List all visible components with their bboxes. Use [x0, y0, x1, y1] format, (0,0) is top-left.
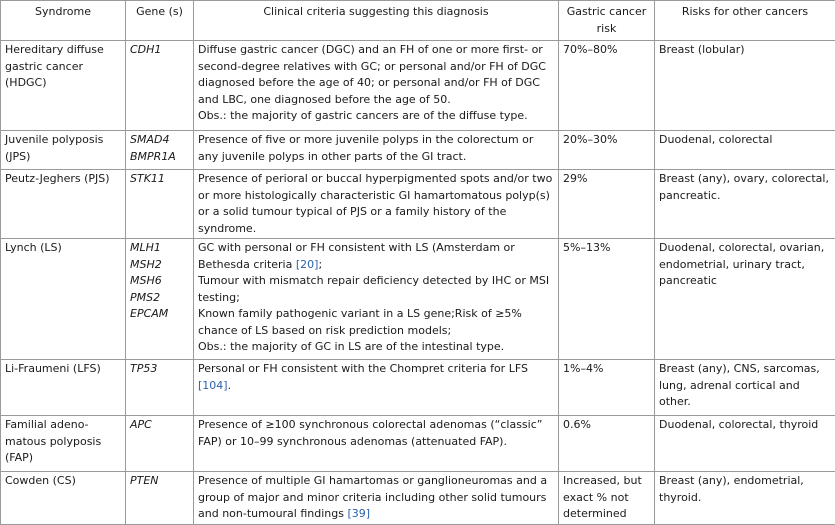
criteria-text-part: GC with personal or FH consistent with LS (Amsterdam or Bethesda criteria: [198, 241, 515, 271]
other-cancers-cell: Duodenal, colorectal, thyroid: [655, 416, 835, 472]
risk-cell: 0.6%: [559, 416, 655, 472]
gene-name: EPCAM: [130, 306, 189, 323]
risk-cell: 29%: [559, 170, 655, 239]
gene-name: MSH6 PMS2: [130, 273, 189, 306]
gene-name: SMAD4: [130, 132, 189, 149]
gene-cell: [126, 360, 194, 416]
table-row: [1, 170, 835, 239]
criteria-text: Presence of five or more juvenile polyps in the colorectum or any juvenile polyps in other parts of the GI tract.: [198, 132, 554, 165]
criteria-cell: [194, 170, 559, 239]
syndrome-cell: Li-Fraumeni (LFS): [1, 360, 126, 416]
criteria-cell: [194, 472, 559, 525]
gene-name: APC: [130, 417, 189, 434]
other-cancers-cell: Duodenal, colorectal, ovarian, endometrial, urinary tract, pancreatic: [655, 239, 835, 360]
syndrome-cell: Familial adenomatous polyposis (FAP): [1, 416, 126, 472]
criteria-cell: [194, 239, 559, 360]
header-gene: Gene (s): [126, 1, 194, 41]
other-cancers-cell: Breast (any), endometrial, thyroid.: [655, 472, 835, 525]
gene-name: PTEN: [130, 473, 189, 490]
criteria-text: [198, 240, 554, 273]
reference-link[interactable]: [20]: [296, 258, 319, 271]
other-cancers-cell: Breast (any), ovary, colorectal, pancreatic.: [655, 170, 835, 239]
header-syndrome: Syndrome: [1, 1, 126, 41]
criteria-cell: [194, 416, 559, 472]
table-row: [1, 472, 835, 525]
header-risk: Gastric cancer risk: [559, 1, 655, 41]
risk-cell: 5%–13%: [559, 239, 655, 360]
gene-cell: [126, 131, 194, 170]
criteria-cell: [194, 41, 559, 131]
table-row: [1, 416, 835, 472]
criteria-note: Obs.: the majority of GC in LS are of the intestinal type.: [198, 339, 554, 356]
syndrome-cell: Cowden (CS): [1, 472, 126, 525]
table-row: [1, 131, 835, 170]
criteria-text: Presence of multiple GI hamartomas or ganglioneuromas and a group of major and minor criteria including other solid tumours and non-tumoural findings: [198, 474, 547, 520]
criteria-text: Personal or FH consistent with the Chompret criteria for LFS: [198, 362, 528, 375]
syndrome-cell: Hereditary diffuse gastric cancer (HDGC): [1, 41, 126, 131]
risk-cell: 70%–80%: [559, 41, 655, 131]
risk-cell: Increased, but exact % not determined: [559, 472, 655, 525]
gene-cell: [126, 416, 194, 472]
table-row: [1, 360, 835, 416]
criteria-text: Diffuse gastric cancer (DGC) and an FH of one or more first- or second-degree relatives with GC; or personal and/or FH of DGC diagnosed before the age of 40; or personal and/or FH of DGC and LBC, one diagnosed before the age of 50.: [198, 42, 554, 108]
criteria-text: Tumour with mismatch repair deficiency detected by IHC or MSI testing;: [198, 273, 554, 306]
gene-name: MLH1 MSH2: [130, 240, 189, 273]
risk-cell: 1%–4%: [559, 360, 655, 416]
header-criteria: Clinical criteria suggesting this diagnosis: [194, 1, 559, 41]
syndrome-cell: Juvenile polyposis (JPS): [1, 131, 126, 170]
criteria-text: Presence of ≥100 synchronous colorectal adenomas (“classic” FAP) or 10–99 synchronous adenomas (attenuated FAP).: [198, 417, 554, 450]
criteria-cell: [194, 360, 559, 416]
criteria-text-part: ;: [318, 258, 322, 271]
table-row: [1, 41, 835, 131]
other-cancers-cell: Breast (lobular): [655, 41, 835, 131]
risk-cell: 20%–30%: [559, 131, 655, 170]
syndrome-cell: Lynch (LS): [1, 239, 126, 360]
header-row: [1, 1, 835, 41]
other-cancers-cell: Duodenal, colorectal: [655, 131, 835, 170]
criteria-text: Known family pathogenic variant in a LS gene;Risk of ≥5% chance of LS based on risk prediction models;: [198, 306, 554, 339]
gene-cell: [126, 41, 194, 131]
reference-link[interactable]: [39]: [347, 507, 370, 520]
syndrome-cell: Peutz-Jeghers (PJS): [1, 170, 126, 239]
criteria-cell: [194, 131, 559, 170]
reference-link[interactable]: [104]: [198, 379, 228, 392]
other-cancers-cell: Breast (any), CNS, sarcomas, lung, adrenal cortical and other.: [655, 360, 835, 416]
criteria-text: Presence of perioral or buccal hyperpigmented spots and/or two or more histologically characteristic GI hamartomatous polyp(s) or a solid tumour typical of PJS or a family history of the syndrome.: [198, 171, 554, 237]
header-other: Risks for other cancers: [655, 1, 835, 41]
gene-name: CDH1: [130, 42, 189, 59]
criteria-text-end: .: [228, 379, 232, 392]
gene-name: TP53: [130, 361, 189, 378]
gene-name: STK11: [130, 171, 189, 188]
gene-cell: [126, 239, 194, 360]
gene-cell: [126, 170, 194, 239]
table-row: [1, 239, 835, 360]
gene-cell: [126, 472, 194, 525]
gene-name: BMPR1A: [130, 149, 189, 166]
criteria-note: Obs.: the majority of gastric cancers are of the diffuse type.: [198, 108, 554, 125]
